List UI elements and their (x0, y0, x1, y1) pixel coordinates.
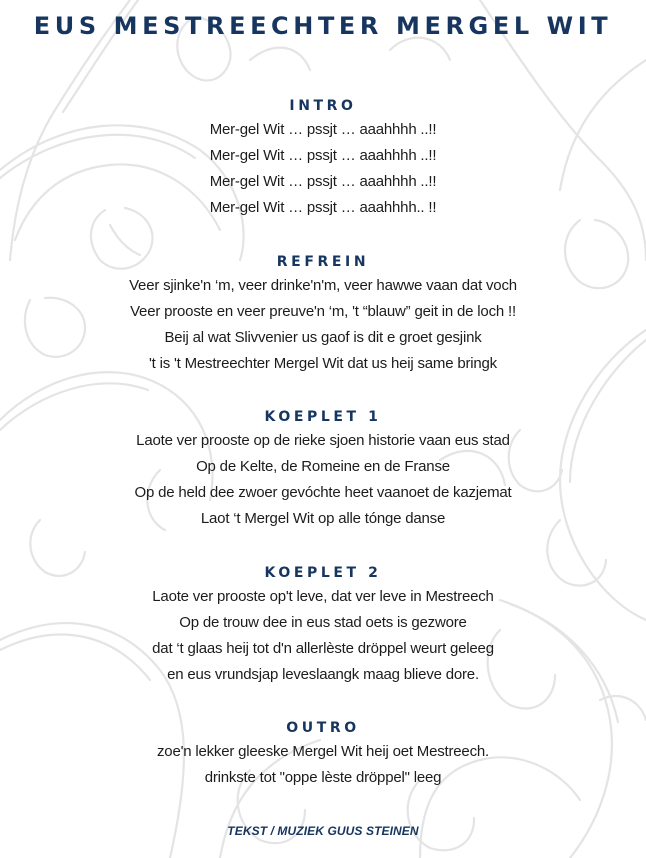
lyric-line: Laote ver prooste op't leve, dat ver leve in Mestreech (152, 588, 494, 605)
section-heading: OUTRO (286, 720, 360, 736)
lyric-line: Mer-gel Wit … pssjt … aaahhhh.. !! (209, 199, 437, 216)
lyric-line: drinkste tot "oppe lèste dröppel" leeg (204, 769, 442, 786)
lyric-line: zoe'n lekker gleeske Mergel Wit heij oet Mestreech. (157, 743, 489, 760)
section-heading: KOEPLET 1 (264, 409, 382, 425)
credit-line: TEKST / MUZIEK GUUS STEINEN (227, 824, 419, 838)
lyric-line: Mer-gel Wit … pssjt … aaahhhh ..!! (209, 173, 437, 190)
page-title: EUS MESTREECHTER MERGEL WIT (33, 12, 613, 40)
section-koeplet-2 (0, 562, 646, 688)
lyric-line: Veer sjinke'n ‘m, veer drinke'n'm, veer hawwe vaan dat voch (129, 277, 517, 294)
lyric-line: Op de Kelte, de Romeine en de Franse (196, 458, 450, 475)
section-heading: INTRO (289, 98, 357, 114)
section-outro (0, 717, 646, 791)
lyric-line: Op de trouw dee in eus stad oets is gezwore (179, 614, 467, 631)
lyric-line: Beij al wat Slivvenier us gaof is dit e groet gesjink (164, 329, 482, 346)
section-koeplet-1 (0, 406, 646, 532)
lyric-line: Mer-gel Wit … pssjt … aaahhhh ..!! (209, 147, 437, 164)
lyric-line: Laot ‘t Mergel Wit op alle tónge danse (200, 510, 446, 527)
lyric-line: Mer-gel Wit … pssjt … aaahhhh ..!! (209, 121, 437, 138)
section-intro (0, 95, 646, 221)
lyric-line: 't is 't Mestreechter Mergel Wit dat us heij same bringk (149, 355, 497, 372)
lyric-line: dat ‘t glaas heij tot d'n allerlèste dröppel weurt geleeg (152, 640, 494, 657)
lyric-line: en eus vrundsjap leveslaangk maag blieve dore. (167, 666, 479, 683)
section-refrein (0, 251, 646, 377)
lyric-line: Laote ver prooste op de rieke sjoen historie vaan eus stad (136, 432, 510, 449)
lyric-line: Veer prooste en veer preuve'n ‘m, 't “blauw” geit in de loch !! (130, 303, 516, 320)
section-heading: KOEPLET 2 (264, 565, 382, 581)
lyric-line: Op de held dee zwoer gevóchte heet vaanoet de kazjemat (134, 484, 512, 501)
section-heading: REFREIN (276, 254, 370, 270)
